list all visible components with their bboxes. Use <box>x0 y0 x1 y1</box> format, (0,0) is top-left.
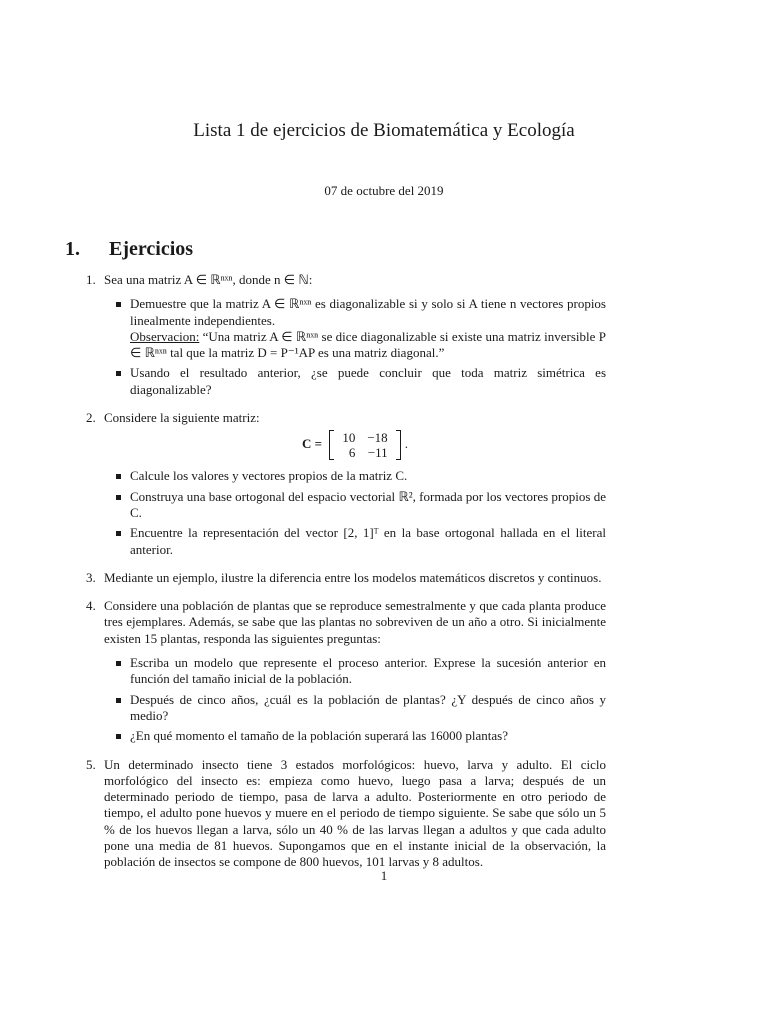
sub-item-text: Demuestre que la matriz A ∈ ℝⁿˣⁿ es diagonalizable si y solo si A tiene n vectores propios linealmente independientes. <box>130 296 606 328</box>
sub-item-text: Calcule los valores y vectores propios de la matriz C. <box>130 468 408 484</box>
matrix-cell: 10 <box>342 430 356 446</box>
exercise-number: 5. <box>86 756 96 772</box>
bullet-icon <box>116 495 121 500</box>
matrix-equation <box>104 430 606 460</box>
section-heading <box>65 238 193 261</box>
exercise-item <box>86 272 606 398</box>
sub-item <box>130 489 606 522</box>
document-date: 07 de octubre del 2019 <box>324 183 444 198</box>
exercise-text: Considere la siguiente matriz: <box>104 410 260 426</box>
observation-text: “Una matriz A ∈ ℝⁿˣⁿ se dice diagonalizable si existe una matriz inversible P ∈ ℝⁿˣⁿ tal que la matriz D = P⁻¹AP es una matriz diagonal.” <box>130 328 606 361</box>
exercise-item <box>86 757 606 871</box>
exercise-number: 4. <box>86 598 96 614</box>
exercise-text: Considere una población de plantas que se reproduce semestralmente y que cada planta produce tres ejemplares. Además, se sabe que las plantas no sobreviven de un año a otro. Si inicialmente existen 15 plantas, responda las siguientes preguntas: <box>104 598 606 646</box>
page-number: 1 <box>380 868 388 883</box>
bullet-icon <box>116 474 121 479</box>
sub-item <box>130 692 606 725</box>
bullet-icon <box>116 734 121 739</box>
sub-item-text: Encuentre la representación del vector [2, 1]ᵀ en la base ortogonal hallada en el literal anterior. <box>130 525 606 557</box>
sub-item <box>130 296 606 361</box>
bullet-icon <box>116 661 121 666</box>
exercise-text: Sea una matriz A ∈ ℝⁿˣⁿ, donde n ∈ ℕ: <box>104 272 313 287</box>
bullet-icon <box>116 371 121 376</box>
exercise-list <box>86 272 606 883</box>
exercise-text: Mediante un ejemplo, ilustre la diferencia entre los modelos matemáticos discretos y continuos. <box>104 569 602 585</box>
section-number: 1. <box>65 238 80 260</box>
sub-item-text: Escriba un modelo que represente el proceso anterior. Exprese la sucesión anterior en función del tamaño inicial de la población. <box>130 655 606 687</box>
matrix-lhs: C = <box>302 436 323 452</box>
matrix-cell: 6 <box>348 445 356 461</box>
bullet-icon <box>116 698 121 703</box>
observation-label: Observacion: <box>130 328 200 344</box>
exercise-number: 2. <box>86 410 96 426</box>
sub-item <box>130 525 606 558</box>
sub-item <box>130 728 606 744</box>
bullet-icon <box>116 531 121 536</box>
sub-list <box>104 296 606 398</box>
matrix <box>329 430 400 460</box>
sub-item-text: ¿En qué momento el tamaño de la población superará las 16000 plantas? <box>130 728 508 744</box>
bullet-icon <box>116 302 121 307</box>
exercise-item <box>86 410 606 558</box>
sub-list <box>104 655 606 744</box>
sub-item-text: Construya una base ortogonal del espacio vectorial ℝ², formada por los vectores propios de C. <box>130 488 606 520</box>
sub-item-text: Usando el resultado anterior, ¿se puede concluir que toda matriz simétrica es diagonalizable? <box>130 365 606 397</box>
matrix-cell: −18 <box>367 430 388 446</box>
sub-item <box>130 655 606 688</box>
sub-item-text: Después de cinco años, ¿cuál es la población de plantas? ¿Y después de cinco años y medio? <box>130 691 606 723</box>
document-title: Lista 1 de ejercicios de Biomatemática y Ecología <box>193 120 575 141</box>
exercise-text: Un determinado insecto tiene 3 estados morfológicos: huevo, larva y adulto. El ciclo morfológico del insecto es: empieza como huevo, luego pasa a larva; después de un determinado periodo de tiempo, pasa de larva a adulto. Posteriormente en otro periodo de tiempo, el adulto pone huevos y muere en el periodo de tiempo siguiente. Se sabe que sólo un 5 % de los huevos llegan a larva, sólo un 40 % de las larvas llegan a adultos y que cada adulto pone una media de 81 huevos. Supongamos que en el instante inicial de la observación, la población de insectos se compone de 800 huevos, 101 larvas y 8 adultos. <box>104 756 606 870</box>
matrix-suffix: . <box>404 436 408 452</box>
exercise-item <box>86 598 606 744</box>
sub-list <box>104 468 606 557</box>
sub-item <box>130 365 606 398</box>
exercise-item <box>86 570 606 586</box>
exercise-number: 1. <box>86 272 96 287</box>
sub-item <box>130 468 606 484</box>
exercise-number: 3. <box>86 569 96 585</box>
matrix-cell: −11 <box>367 445 388 461</box>
section-title: Ejercicios <box>109 238 194 260</box>
